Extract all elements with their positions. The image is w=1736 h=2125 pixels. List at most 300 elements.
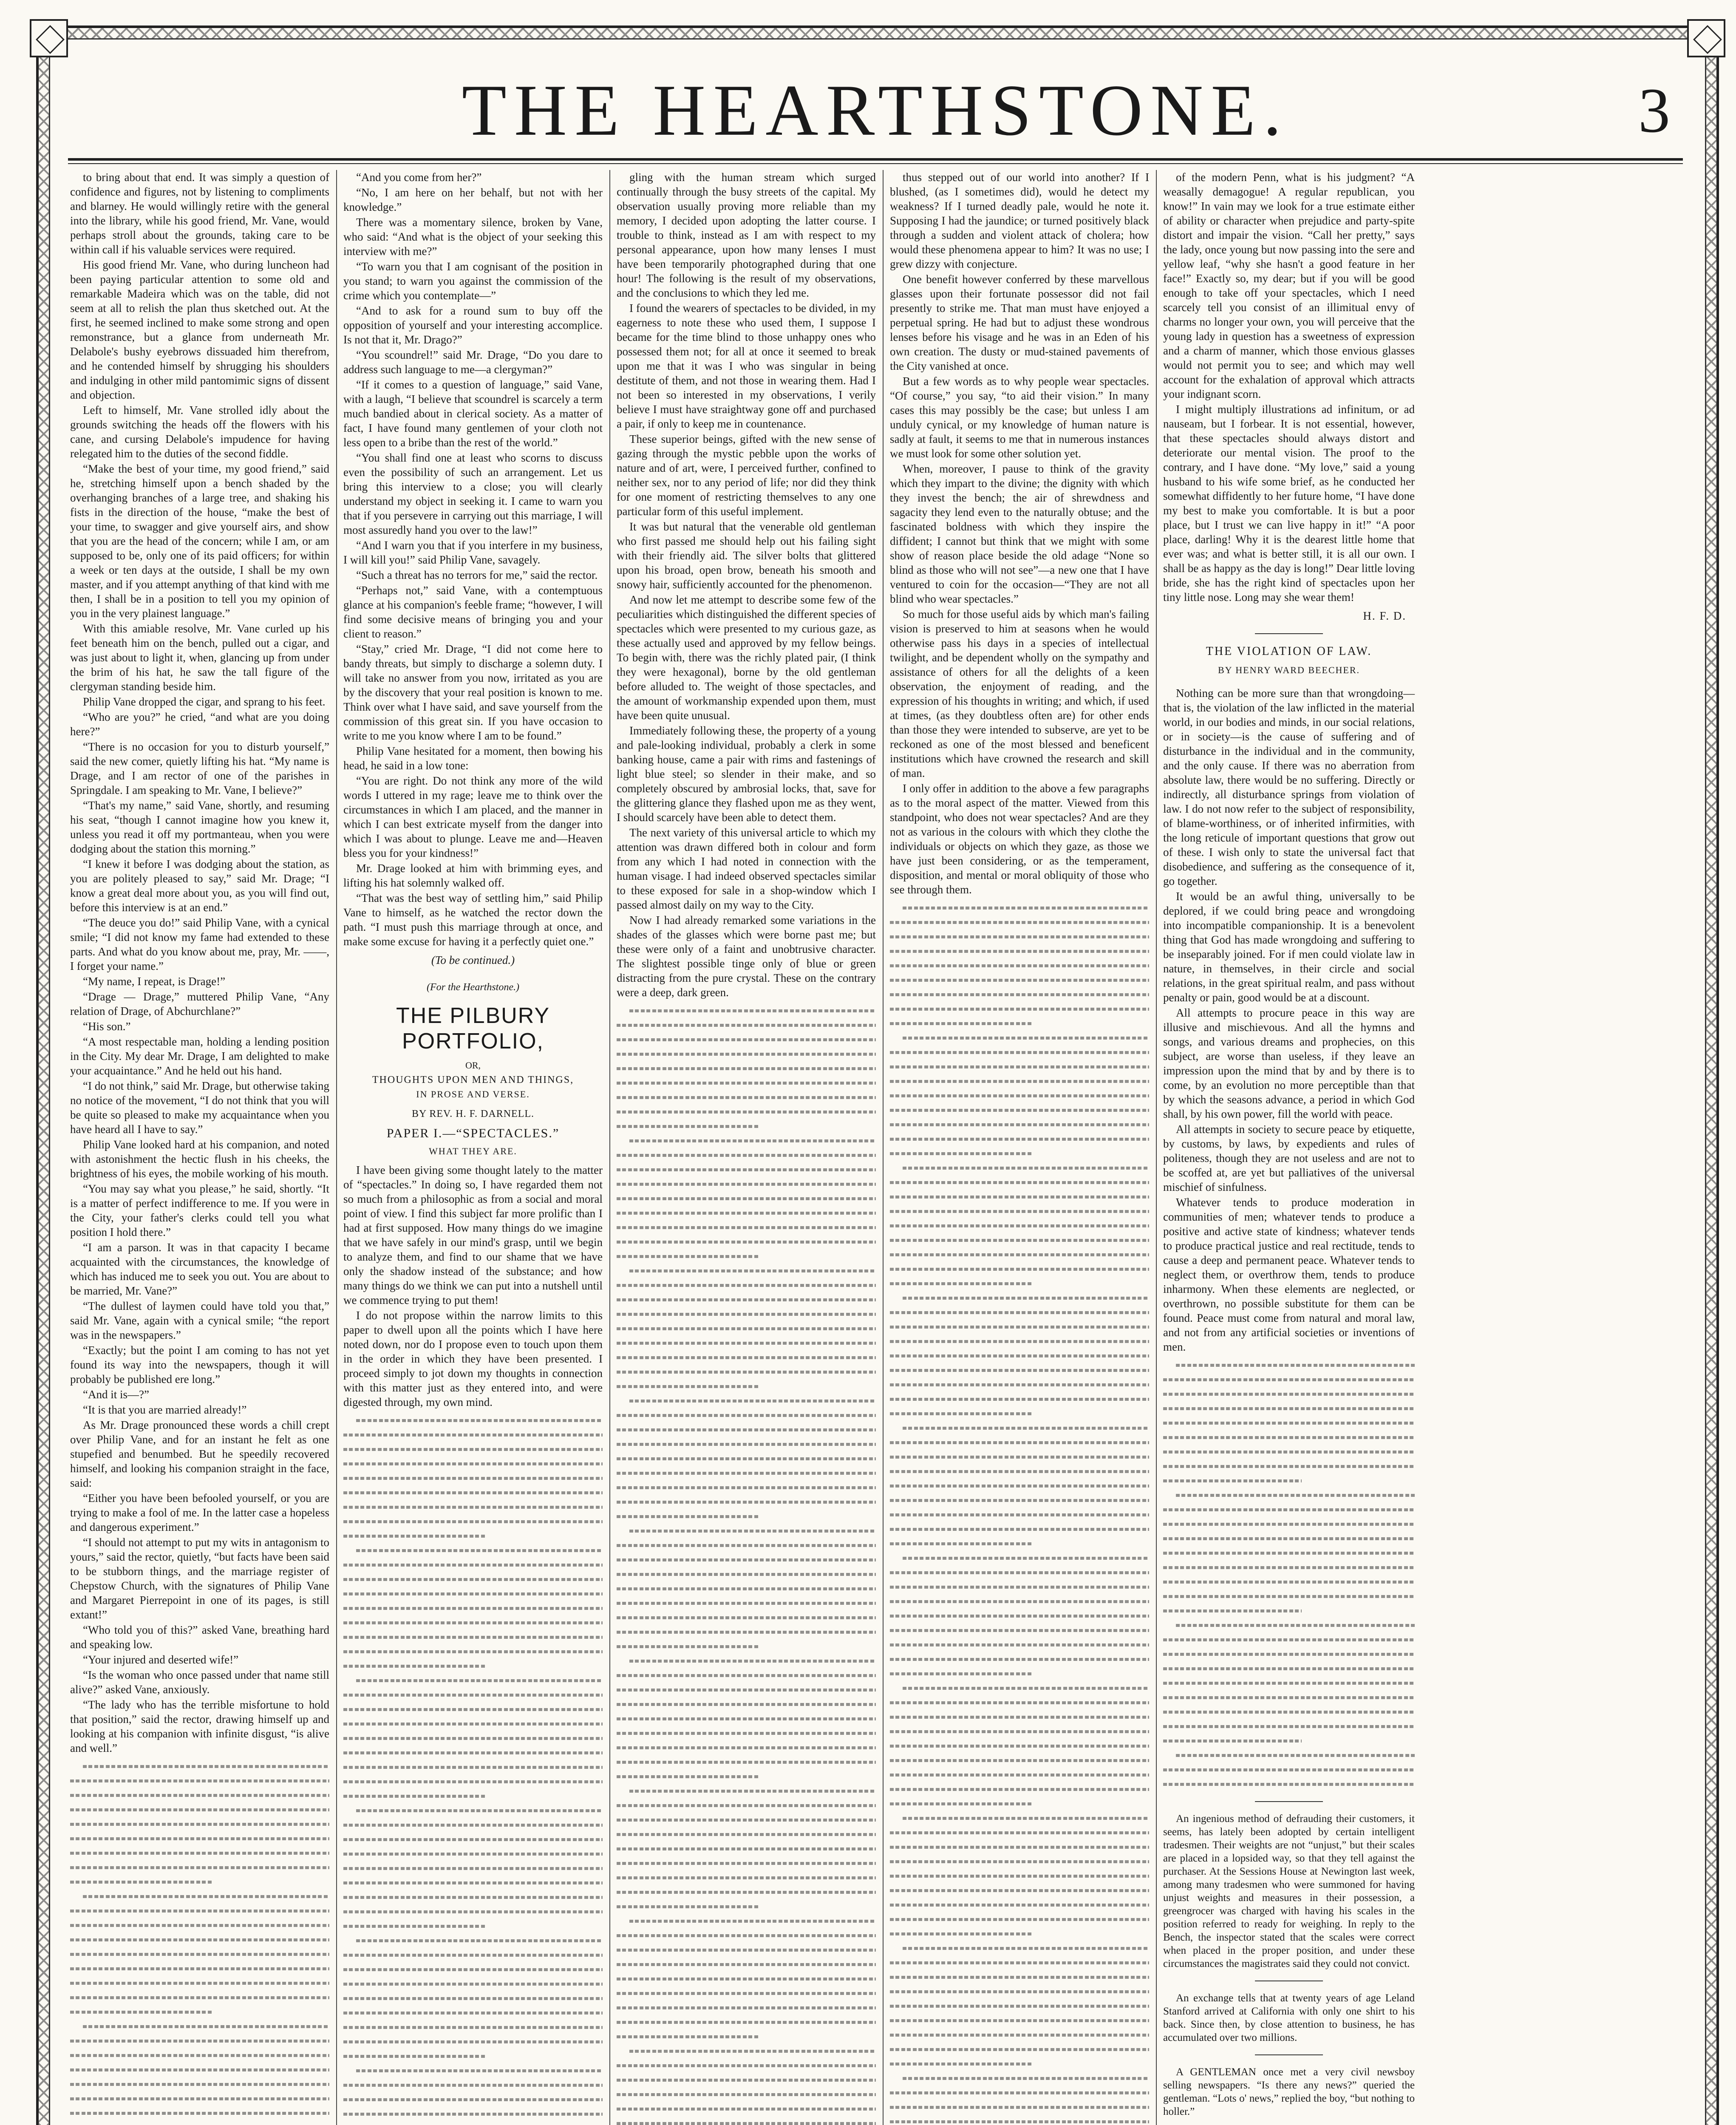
text-line <box>617 1335 876 1350</box>
text-line <box>890 1998 1149 2013</box>
text-line <box>343 1832 603 1846</box>
text-line <box>70 1889 329 1903</box>
text-line <box>343 1601 603 1615</box>
paragraph: “If it comes to a question of language,” said Vane, with a laugh, “I believe that scoundrel is scarcely a term much bandied about in clerical society. As a matter of fact, I have found many gentlemen of your cloth not less open to a bribe than the rest of the world.” <box>343 378 603 449</box>
text-line <box>890 1522 1149 1536</box>
text-line <box>890 1594 1149 1608</box>
essay-signature: H. F. D. <box>1363 609 1406 622</box>
text-line <box>1163 1502 1415 1516</box>
text-line <box>343 1817 603 1832</box>
text-line <box>617 1176 876 1191</box>
text-line <box>617 1928 876 1942</box>
text-line <box>343 1774 603 1788</box>
text-line <box>890 1955 1149 1969</box>
paragraph: “And I warn you that if you interfere in my business, I will kill you!” said Philip Vane, savagely. <box>343 539 603 566</box>
text-line <box>343 1702 603 1716</box>
text-line <box>617 1148 876 1162</box>
text-line <box>343 2048 603 2063</box>
text-line <box>890 1146 1149 1160</box>
paragraph: “No, I am here on her behalf, but not with her knowledge.” <box>343 186 603 213</box>
paragraph: “I am a parson. It was in that capacity I became acquainted with the circumstances, the knowledge of which has induced me to seek you out. You are about to be married, Mr. Vane?” <box>70 1241 329 1297</box>
text-line <box>890 2013 1149 2027</box>
paragraph: The next variety of this universal article to which my attention was drawn differed both in colour and form from any which I had noted in connection with the human visage. I had indeed observed spectacles similar to these exposed for sale in a shop-window which I passed almost daily on my way to the City. <box>617 826 876 911</box>
column-1 <box>70 170 329 2125</box>
paragraph: “Stay,” cried Mr. Drage, “I did not come here to bandy threats, but simply to discharge a solemn duty. I will take no answer from you now, irritated as you are by the discovery that your real position is known to me. Think over what I have said, and save yourself from the commission of this great sin. If you have occasion to write to me you know where I am to be found.” <box>343 643 603 742</box>
paragraph: Philip Vane looked hard at his companion, and noted with astonishment the hectic flush in his cheeks, the brightness of his eyes, the mobile working of his mouth. <box>70 1138 329 1180</box>
text-line <box>617 1509 876 1523</box>
paragraph: “It is that you are married already!” <box>83 1403 247 1416</box>
paragraph: “His son.” <box>83 1020 131 1033</box>
text-line <box>617 1321 876 1335</box>
text-line <box>343 1442 603 1456</box>
text-line <box>617 1711 876 1726</box>
text-line <box>1163 1776 1415 1791</box>
text-line <box>890 1305 1149 1319</box>
text-line <box>617 1480 876 1494</box>
text-line <box>890 1059 1149 1074</box>
text-line <box>890 1001 1149 1016</box>
text-line <box>343 2106 603 2121</box>
paragraph: “And to ask for a round sum to buy off the opposition of yourself and your interesting accomplice. Is not that it, Mr. Drago?” <box>343 304 603 346</box>
serial-story-text <box>343 170 603 949</box>
paragraph: Left to himself, Mr. Vane strolled idly about the grounds switching the heads off the flowers with his cane, and cursing Delabole's impudence for having relegated him to the duties of the second fiddle. <box>70 404 329 460</box>
text-line <box>617 1957 876 1971</box>
corner-ornament-icon <box>30 19 68 57</box>
text-line <box>890 1724 1149 1738</box>
text-line <box>890 972 1149 987</box>
news-note: A GENTLEMAN once met a very civil newsboy selling newspapers. “Is there any news?” queried the gentleman. “Lots o' news,” replied the boy, “but nothing to holler.” <box>1163 2066 1415 2117</box>
article-columns <box>70 170 1681 2125</box>
text-line <box>890 1377 1149 1391</box>
text-line <box>890 1348 1149 1363</box>
text-line <box>890 1290 1149 1305</box>
text-line <box>617 1234 876 1249</box>
text-line <box>617 1884 876 1899</box>
text-line <box>1163 1733 1415 1748</box>
paragraph: There was a momentary silence, broken by Vane, who said: “And what is the object of your seeking this interview with me?” <box>343 216 603 258</box>
text-line <box>617 1856 876 1870</box>
text-continuation <box>70 1759 329 2125</box>
masthead-rule <box>68 158 1683 164</box>
text-line <box>617 1783 876 1798</box>
text-line <box>343 1947 603 1962</box>
column-divider <box>336 170 337 2125</box>
text-line <box>890 987 1149 1001</box>
story-title: THE PILBURY PORTFOLIO, <box>396 1003 550 1054</box>
text-line <box>617 1205 876 1220</box>
story-subtitle: THOUGHTS UPON MEN AND THINGS, <box>372 1074 574 1085</box>
text-line <box>617 2058 876 2072</box>
text-line <box>617 1350 876 1364</box>
text-line <box>343 1803 603 1817</box>
text-line <box>890 1782 1149 1796</box>
text-line <box>70 1990 329 2004</box>
article-title: THE VIOLATION OF LAW. <box>1206 645 1372 658</box>
text-line <box>1163 1719 1415 1733</box>
text-line <box>617 1639 876 1653</box>
text-line <box>343 1528 603 1543</box>
text-line <box>343 1745 603 1760</box>
text-line <box>617 1408 876 1422</box>
paragraph: “Who are you?” he cried, “and what are you doing here?” <box>70 711 329 738</box>
text-line <box>617 1278 876 1292</box>
text-line <box>343 2077 603 2092</box>
text-line <box>617 1697 876 1711</box>
corner-ornament-icon <box>1687 19 1725 57</box>
paragraph: “A most respectable man, holding a lending position in the City. My dear Mr. Drage, I am delighted to make your acquaintance.” And he held out his hand. <box>70 1035 329 1077</box>
text-line <box>617 1191 876 1205</box>
text-line <box>343 1918 603 1933</box>
text-continuation <box>890 900 1149 2125</box>
paragraph: As Mr. Drage pronounced these words a chill crept over Philip Vane, and for an instant he felt as one stupefied and benumbed. But he speedily recovered himself, and looking his companion straight in the face, said: <box>70 1419 329 1489</box>
text-line <box>617 2072 876 2087</box>
text-line <box>890 1363 1149 1377</box>
text-line <box>890 1868 1149 1883</box>
paragraph: “Who told you of this?” asked Vane, breathing hard and speaking low. <box>70 1624 329 1651</box>
paragraph: “I knew it before I was dodging about the station, as you are politely pleased to say,” said Mr. Drage; “I know a great deal more about you, as you will find out, before this interview is at an end.” <box>70 858 329 914</box>
text-line <box>890 1088 1149 1102</box>
text-line <box>617 1220 876 1234</box>
text-line <box>617 1379 876 1393</box>
text-line <box>890 1637 1149 1652</box>
paragraph: All attempts in society to secure peace by etiquette, by customs, by laws, by expedients and rules of politeness, though they are not useless and are not to be scoffed at, are yet but palliatives of the universal mischief of sinfulness. <box>1163 1123 1415 1193</box>
masthead-title: THE HEARTHSTONE. <box>462 70 1289 151</box>
text-line <box>890 1941 1149 1955</box>
text-line <box>343 1976 603 1991</box>
paragraph: “That was the best way of settling him,” said Philip Vane to himself, as he watched the rector down the path. “I must push this marriage through at once, and make some excuse for having it a perfectly quiet one.” <box>343 892 603 948</box>
text-line <box>617 1263 876 1278</box>
paragraph: of the modern Penn, what is his judgment? “A weasally demagogue! A regular republican, you know!” In vain may we look for a true estimate either of ability or character when prejudice and party-spite distort and impair the vision. “Call her pretty,” says the lady, once young but now passing into the sere and yellow leaf, “why she hasn't a good feature in her face!” Exactly so, my dear; but if you will be good enough to take off your spectacles, which I need scarcely tell you consist of an illimitual envy of charms no longer your own, you will perceive that the young lady in question has a sweetness of expression and a charm of manner, which those envious glasses would not permit you to see; and which may well account for the exhalation of approval which attracts your indignant scorn. <box>1163 171 1415 400</box>
text-line <box>343 1933 603 1947</box>
essay-text <box>1163 170 1415 604</box>
for-hearthstone-line: (For the Hearthstone.) <box>427 982 519 993</box>
paragraph: Mr. Drage looked at him with brimming eyes, and lifting his hat solemnly walked off. <box>343 862 603 889</box>
to-be-continued: (To be continued.) <box>431 954 515 966</box>
text-line <box>617 1032 876 1046</box>
text-line <box>890 1074 1149 1088</box>
text-line <box>890 1204 1149 1218</box>
text-line <box>343 1875 603 1890</box>
paragraph: It was but natural that the venerable old gentleman who first passed me should help out his failing sight with their friendly aid. The silver bolts that glittered upon his broad, open brow, beneath his smooth and snowy hair, sufficiently accounted for the phenomenon. <box>617 520 876 591</box>
text-line <box>617 1133 876 1148</box>
text-line <box>70 1759 329 1773</box>
text-line <box>617 1971 876 1986</box>
text-line <box>343 1658 603 1673</box>
text-line <box>890 1449 1149 1464</box>
paragraph: I have been giving some thought lately to the matter of “spectacles.” In doing so, I have regarded them not so much from a philosophic as from a social and moral point of view. I find this subject far more prolific than I had at first supposed. How many things do we imagine that we have safely in our mind's grasp, until we begin to analyze them, and find to our shame that we have only the shadow instead of the substance; and how many things do we think we can put into a nutshell until we commence trying to put them! <box>343 1164 603 1306</box>
text-line <box>617 1769 876 1783</box>
text-line <box>343 1962 603 1976</box>
paragraph: “Is the woman who once passed under that name still alive?” asked Vane, anxiously. <box>70 1669 329 1696</box>
text-line <box>617 1017 876 1032</box>
paragraph: His good friend Mr. Vane, who during luncheon had been paying particular attention to some old and remarkable Madeira which was on the table, did not seem at all to relish the plan thus sketched out. At the first, he seemed inclined to make some strong and open remonstrance, but a glance from underneath Mr. Delabole's bushy eyebrows dissuaded him therefrom, and he contended himself by shrugging his shoulders and indulging in other mild pantomimic signs of dissent and objection. <box>70 258 329 401</box>
text-line <box>890 900 1149 915</box>
text-line <box>70 1788 329 1802</box>
column-5 <box>1163 170 1681 2125</box>
text-line <box>617 1104 876 1119</box>
text-line <box>343 1760 603 1774</box>
paragraph: “And you come from her?” <box>356 171 482 184</box>
text-line <box>1163 1675 1415 1690</box>
text-line <box>890 1623 1149 1637</box>
text-line <box>617 1899 876 1913</box>
text-line <box>70 2019 329 2033</box>
text-line <box>343 1543 603 1557</box>
text-line <box>617 1364 876 1379</box>
text-line <box>1163 1690 1415 1704</box>
paragraph: “The deuce you do!” said Philip Vane, with a cynical smile; “I did not know my fame had extended to these parts. And what do you know about me, pray, Mr. ——, I forget your name.” <box>70 916 329 972</box>
story-or: OR, <box>465 1060 481 1071</box>
text-line <box>343 2092 603 2106</box>
text-line <box>890 1261 1149 1276</box>
paragraph: Now I had already remarked some variations in the shades of the glasses which were borne past me; but these were only of a faint and unobtrusive character. The slightest possible tinge only of blue or green distracting from the pure crystal. These on the contrary were a deep, dark green. <box>617 914 876 999</box>
text-line <box>890 1420 1149 1435</box>
text-line <box>70 2033 329 2048</box>
text-line <box>617 1740 876 1754</box>
section-rule <box>1255 1980 1323 1981</box>
paragraph: Whatever tends to produce moderation in communities of men; whatever tends to produce a positive and active state of kindness; whatever tends to produce practical justice and real rectitude, tends to cause a deep and permanent peace. Whatever tends to neglect them, or overthrow them, tends to produce inharmony. When these elements are neglected, or overthrown, no possible substitute for them can be found. Peace must come from natural and moral law, and not from any artificial societies or inventions of men. <box>1163 1196 1415 1353</box>
text-line <box>70 1874 329 1889</box>
paragraph: gling with the human stream which surged continually through the busy streets of the capital. My observation usually proving more reliable than my memory, I decided upon adopting the latter course. I trouble to think, instead as I am with respect to my personal appearance, upon how many lenses I must have been temporarily photographed during that one hour! The following is the result of my observations, and the conclusions to which they led me. <box>617 171 876 299</box>
paragraph: “You may say what you please,” he said, shortly. “It is a matter of perfect indifference to me. If you were in the City, your father's clerks could tell you what position I hold there.” <box>70 1182 329 1238</box>
text-line <box>617 1538 876 1552</box>
text-line <box>890 1507 1149 1522</box>
text-line <box>890 1926 1149 1941</box>
text-line <box>617 2029 876 2043</box>
text-line <box>617 1682 876 1697</box>
text-line <box>70 1831 329 1845</box>
text-line <box>890 1493 1149 1507</box>
text-line <box>890 1131 1149 1146</box>
paragraph: I found the wearers of spectacles to be divided, in my eagerness to note these who used them, I suppose I became for the time blind to those unhappy ones who possessed them not; for all at once it seemed to break upon me that it was I who was singular in being destitute of them, and not those in wearing them. Had I not been so interested in my observations, I verily believe I must have straightway gone off and purchased a pair, if only to keep me in countenance. <box>617 302 876 430</box>
text-line <box>890 1319 1149 1334</box>
text-line <box>617 2116 876 2125</box>
text-line <box>1163 1357 1415 1372</box>
text-line <box>70 1802 329 1816</box>
text-line <box>70 2048 329 2062</box>
text-line <box>617 2043 876 2058</box>
text-line <box>890 1334 1149 1348</box>
text-line <box>70 1961 329 1975</box>
text-line <box>1163 1473 1415 1488</box>
paragraph: I might multiply illustrations ad infinitum, or ad nauseam, but I forbear. It is not essential, however, that these spectacles should always distort and deteriorate our mental vision. The proof to the contrary, and I have done. “My love,” said a young husband to his wife some brief, as he conducted her somewhat diffidently to her future home, “I have done my best to make you comfortable. It is but a poor place, but I trust we can live happy in it!” “A poor place, darling! Why it is the dearest little home that ever was; and what is better still, it is all our own. I shall be as happy as the day is long!” Dear little loving bride, she has the right kind of spectacles upon her tiny little nose. Long may she wear them! <box>1163 403 1415 604</box>
text-line <box>1163 1444 1415 1459</box>
text-line <box>890 1016 1149 1030</box>
text-line <box>890 2085 1149 2100</box>
text-line <box>343 1572 603 1586</box>
text-line <box>890 944 1149 958</box>
text-line <box>617 1812 876 1827</box>
text-line <box>1163 1488 1415 1502</box>
text-line <box>617 2101 876 2116</box>
text-continuation <box>617 1003 876 2125</box>
text-line <box>890 958 1149 972</box>
text-line <box>70 1975 329 1990</box>
text-line <box>70 1773 329 1788</box>
column-4 <box>890 170 1149 2125</box>
text-line <box>343 1904 603 1918</box>
text-line <box>890 929 1149 944</box>
text-line <box>890 1652 1149 1666</box>
text-line <box>617 1436 876 1451</box>
text-continuation <box>1163 1357 1415 1791</box>
essay-text <box>890 170 1149 897</box>
text-line <box>617 1827 876 1841</box>
section-rule <box>1255 633 1323 634</box>
text-line <box>1163 1574 1415 1589</box>
text-line <box>1163 1372 1415 1386</box>
paragraph: It would be an awful thing, universally to be deplored, if we could bring peace and wrongdoing into incompatible companionship. It is a benevolent thing that God has made wrongdoing and suffering to be inseparably joined. For if men could violate law in nature, in themselves, in their circle and social relations, in the great spiritual realm, and pass without penalty or pain, good would be at a discount. <box>1163 890 1415 1004</box>
text-line <box>890 1897 1149 1912</box>
paragraph: “The dullest of laymen could have told you that,” said Mr. Vane, again with a cynical smile; “the report was in the newspapers.” <box>70 1300 329 1341</box>
text-line <box>890 915 1149 929</box>
paragraph: thus stepped out of our world into another? If I blushed, (as I sometimes did), would he detect my weakness? If I turned deadly pale, would he note it. Supposing I had the jaundice; or turned positively black through a sudden and violent attack of cholera; how would these phenomena appear to him? It was no use; I grew dizzy with conjecture. <box>890 171 1149 270</box>
text-line <box>890 1247 1149 1261</box>
text-line <box>890 1117 1149 1131</box>
paragraph: “Either you have been befooled yourself, or you are trying to make a fool of me. In the latter case a hopeless and dangerous experiment.” <box>70 1492 329 1533</box>
column-divider <box>609 170 610 2125</box>
text-line <box>890 2114 1149 2125</box>
text-line <box>343 1991 603 2005</box>
text-line <box>343 1788 603 1803</box>
text-line <box>617 1162 876 1176</box>
text-line <box>890 1753 1149 1767</box>
paragraph: All attempts to procure peace in this way are illusive and mischievous. And all the hymns and songs, and various dreams and prophecies, on this subject, are worse than useless, if they leave an impression upon the mind that by and by there is to come, by an evolution no more perceptible than that by which the seasons advance, a period in which God shall, by his own power, fill the world with peace. <box>1163 1006 1415 1120</box>
text-line <box>617 1075 876 1090</box>
text-line <box>617 1624 876 1639</box>
text-line <box>343 1716 603 1731</box>
text-line <box>1163 1704 1415 1719</box>
story-subtitle-2: IN PROSE AND VERSE. <box>416 1089 530 1099</box>
paper-heading: PAPER I.—“SPECTACLES.” <box>386 1126 560 1140</box>
text-line <box>1163 1646 1415 1661</box>
paragraph: These superior beings, gifted with the new sense of gazing through the mystic pebble upon the works of nature and of art, were, I perceived further, confined to neither sex, nor to any period of life; nor did they think for one moment of restricting themselves to any one particular form of this useful implement. <box>617 433 876 518</box>
text-line <box>890 1854 1149 1868</box>
text-line <box>890 2027 1149 2042</box>
paragraph: Philip Vane dropped the cigar, and sprang to his feet. <box>83 695 326 708</box>
text-line <box>343 1644 603 1658</box>
text-line <box>890 1579 1149 1594</box>
text-line <box>70 2062 329 2077</box>
paragraph: “Your injured and deserted wife!” <box>83 1653 239 1666</box>
column-3 <box>617 170 876 2125</box>
story-heading <box>343 980 603 1159</box>
text-line <box>617 1451 876 1465</box>
text-line <box>1163 1516 1415 1531</box>
text-line <box>890 1406 1149 1420</box>
text-line <box>890 1912 1149 1926</box>
text-line <box>617 1494 876 1509</box>
paragraph: When, moreover, I pause to think of the gravity which they impart to the divine; the dignity with which they invest the bench; the air of shrewdness and sagacity they lend even to the naturally obtuse; and the fascinated boldness with which they inspire the diffident; I cannot but think that we might with some show of reason place beside the old adage “None so blind as those who will not see”—a new one that I have ventured to coin for the occasion—“They are not all blind who wear spectacles.” <box>890 462 1149 605</box>
text-line <box>617 1552 876 1567</box>
text-line <box>617 1292 876 1306</box>
text-line <box>890 1232 1149 1247</box>
text-line <box>343 1890 603 1904</box>
paragraph: “My name, I repeat, is Drage!” <box>83 975 226 988</box>
serial-story-text <box>70 170 329 1755</box>
text-line <box>890 1825 1149 1839</box>
text-line <box>617 1249 876 1263</box>
news-note: An exchange tells that at twenty years of age Leland Stanford arrived at California with only one shirt to his back. Since then, by close attention to business, he has accumulated over two millions. <box>1163 1992 1415 2043</box>
text-line <box>890 1709 1149 1724</box>
text-line <box>890 1666 1149 1680</box>
article-text <box>1163 686 1415 1354</box>
text-line <box>70 2120 329 2125</box>
text-line <box>617 1754 876 1769</box>
text-line <box>617 1422 876 1436</box>
text-line <box>617 1668 876 1682</box>
article-author: BY HENRY WARD BEECHER. <box>1218 665 1360 675</box>
text-line <box>343 1427 603 1442</box>
text-line <box>890 1839 1149 1854</box>
section-rule <box>1255 1801 1323 1802</box>
text-line <box>890 1478 1149 1493</box>
text-line <box>617 1061 876 1075</box>
text-line <box>617 1003 876 1017</box>
text-line <box>343 1629 603 1644</box>
text-line <box>343 1586 603 1601</box>
paragraph: Philip Vane hesitated for a moment, then bowing his head, he said in a low tone: <box>343 745 603 772</box>
text-line <box>343 1673 603 1687</box>
text-line <box>70 1946 329 1961</box>
paragraph: “Drage — Drage,” muttered Philip Vane, “Any relation of Drage, of Abchurchlane?” <box>70 990 329 1017</box>
text-line <box>617 2014 876 2029</box>
text-line <box>70 1860 329 1874</box>
text-line <box>617 1306 876 1321</box>
text-line <box>70 1845 329 1860</box>
text-line <box>890 1810 1149 1825</box>
text-line <box>890 1680 1149 1695</box>
text-line <box>617 1653 876 1668</box>
text-line <box>617 1465 876 1480</box>
text-line <box>890 1695 1149 1709</box>
text-line <box>890 1276 1149 1290</box>
text-line <box>617 1119 876 1133</box>
text-continuation <box>343 1413 603 2125</box>
text-line <box>343 1485 603 1499</box>
text-line <box>1163 1531 1415 1545</box>
text-line <box>70 1932 329 1946</box>
text-line <box>617 1986 876 2000</box>
text-line <box>70 1816 329 1831</box>
paragraph: “Perhaps not,” said Vane, with a contemptuous glance at his companion's feeble frame; “however, I will find some decisive means of bringing you and your client to reason.” <box>343 584 603 640</box>
text-line <box>343 2063 603 2077</box>
text-line <box>890 2071 1149 2085</box>
text-line <box>890 1883 1149 1897</box>
text-line <box>890 1608 1149 1623</box>
text-line <box>1163 1545 1415 1560</box>
text-line <box>343 1557 603 1572</box>
text-line <box>1163 1661 1415 1675</box>
paragraph: “That's my name,” said Vane, shortly, and resuming his seat, “though I cannot imagine how you knew it, unless you read it off my portmanteau, when you were dodging about the station this morning.” <box>70 799 329 855</box>
text-line <box>617 1870 876 1884</box>
text-line <box>617 2087 876 2101</box>
column-2 <box>343 170 603 2125</box>
text-line <box>890 1550 1149 1565</box>
paragraph: “And it is—?” <box>83 1388 149 1401</box>
text-line <box>617 1610 876 1624</box>
paragraph: “Exactly; but the point I am coming to has not yet found its way into the newspapers, though it will probably be published ere long.” <box>70 1344 329 1386</box>
text-line <box>617 1523 876 1538</box>
paragraph: “I should not attempt to put my wits in antagonism to yours,” said the rector, quietly, “but facts have been said to be stubborn things, and the marriage register of Chepstow Church, with the signatures of Philip Vane and Margaret Pierrepoint in one of its pages, is still extant!” <box>70 1536 329 1621</box>
paragraph: “You scoundrel!” said Mr. Drage, “Do you dare to address such language to me—a clergyman?” <box>343 348 603 376</box>
text-line <box>70 2004 329 2019</box>
text-line <box>70 1903 329 1918</box>
text-line <box>1163 1748 1415 1762</box>
text-line <box>890 1767 1149 1782</box>
text-line <box>1163 1618 1415 1632</box>
paragraph: Immediately following these, the property of a young and pale-looking individual, probably a clerk in some banking house, came a pair with rims and fastenings of light blue steel; so slender in their make, and so completely obscured by ambrosial locks, that, save for the glittering glance they flashed upon me as they went, I should scarcely have been able to detect them. <box>617 724 876 824</box>
